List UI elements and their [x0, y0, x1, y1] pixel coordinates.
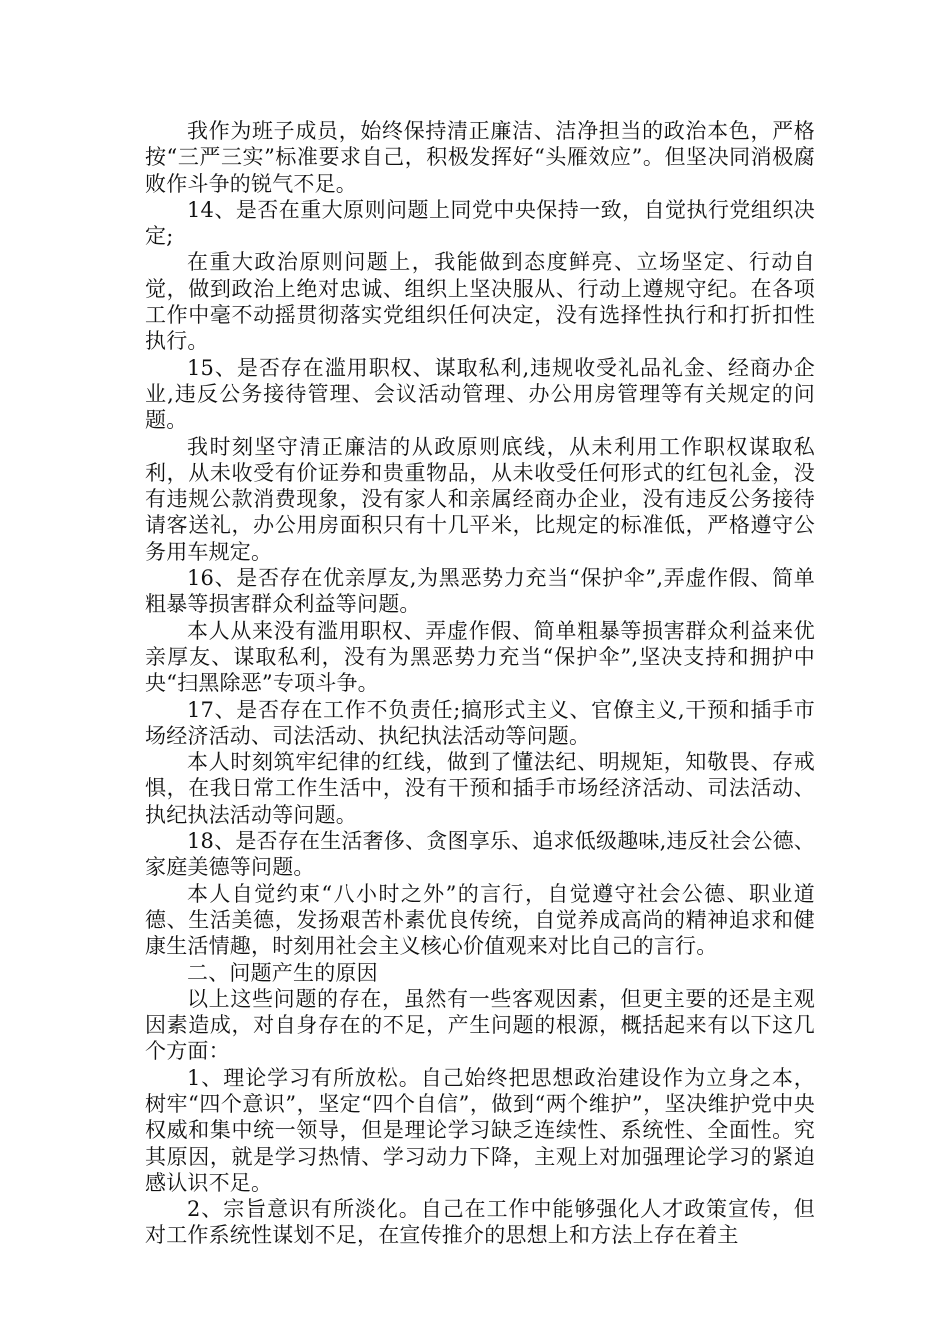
body-paragraph: 在重大政治原则问题上，我能做到态度鲜亮、立场坚定、行动自觉，做到政治上绝对忠诚、组织上坚决服从、行动上遵规守纪。在各项工作中毫不动摇贯彻落实党组织任何决定，没有选择性执行和打折扣性执行。 [145, 250, 815, 354]
document-page [145, 118, 815, 1249]
cause-item-2: 2、宗旨意识有所淡化。自己在工作中能够强化人才政策宣传，但对工作系统性谋划不足，在宣传推介的思想上和方法上存在着主 [145, 1197, 815, 1248]
question-item-15: 15、是否存在滥用职权、谋取私利,违规收受礼品礼金、经商办企业,违反公务接待管理、会议活动管理、办公用房管理等有关规定的问题。 [145, 355, 815, 433]
body-paragraph: 我时刻坚守清正廉洁的从政原则底线，从未利用工作职权谋取私利，从未收受有价证券和贵重物品，从未收受任何形式的红包礼金，没有违规公款消费现象，没有家人和亲属经商办企业，没有违反公务接待请客送礼，办公用房面积只有十几平米，比规定的标准低，严格遵守公务用车规定。 [145, 434, 815, 564]
question-item-14: 14、是否在重大原则问题上同党中央保持一致，自觉执行党组织决定; [145, 197, 815, 249]
question-item-17: 17、是否存在工作不负责任;搞形式主义、官僚主义,干预和插手市场经济活动、司法活动、执纪执法活动等问题。 [145, 697, 815, 748]
body-paragraph: 本人自觉约束“八小时之外”的言行，自觉遵守社会公德、职业道德、生活美德，发扬艰苦朴素优良传统，自觉养成高尚的精神追求和健康生活情趣，时刻用社会主义核心价值观来对比自己的言行。 [145, 881, 815, 959]
body-paragraph: 我作为班子成员，始终保持清正廉洁、洁净担当的政治本色，严格按“三严三实”标准要求自己，积极发挥好“头雁效应”。但坚决同消极腐败作斗争的锐气不足。 [145, 119, 815, 196]
body-paragraph: 本人时刻筑牢纪律的红线，做到了懂法纪、明规矩，知敬畏、存戒惧，在我日常工作生活中，没有干预和插手市场经济活动、司法活动、执纪执法活动等问题。 [145, 750, 815, 827]
cause-item-1: 1、理论学习有所放松。自己始终把思想政治建设作为立身之本，树牢“四个意识”，坚定“四个自信”，做到“两个维护”，坚决维护党中央权威和集中统一领导，但是理论学习缺乏连续性、系统性、全面性。究其原因，就是学习热情、学习动力下降，主观上对加强理论学习的紧迫感认识不足。 [145, 1065, 815, 1195]
question-item-18: 18、是否存在生活奢侈、贪图享乐、追求低级趣味,违反社会公德、家庭美德等问题。 [145, 829, 815, 880]
body-paragraph: 本人从来没有滥用职权、弄虚作假、简单粗暴等损害群众利益来优亲厚友、谋取私利，没有为黑恶势力充当“保护伞”,坚决支持和拥护中央“扫黑除恶”专项斗争。 [145, 618, 815, 696]
body-paragraph: 以上这些问题的存在，虽然有一些客观因素，但更主要的还是主观因素造成，对自身存在的不足，产生问题的根源，概括起来有以下这几个方面： [145, 986, 815, 1064]
question-item-16: 16、是否存在优亲厚友,为黑恶势力充当“保护伞”,弄虚作假、简单粗暴等损害群众利益等问题。 [145, 566, 815, 617]
section-heading: 二、问题产生的原因 [187, 960, 378, 985]
